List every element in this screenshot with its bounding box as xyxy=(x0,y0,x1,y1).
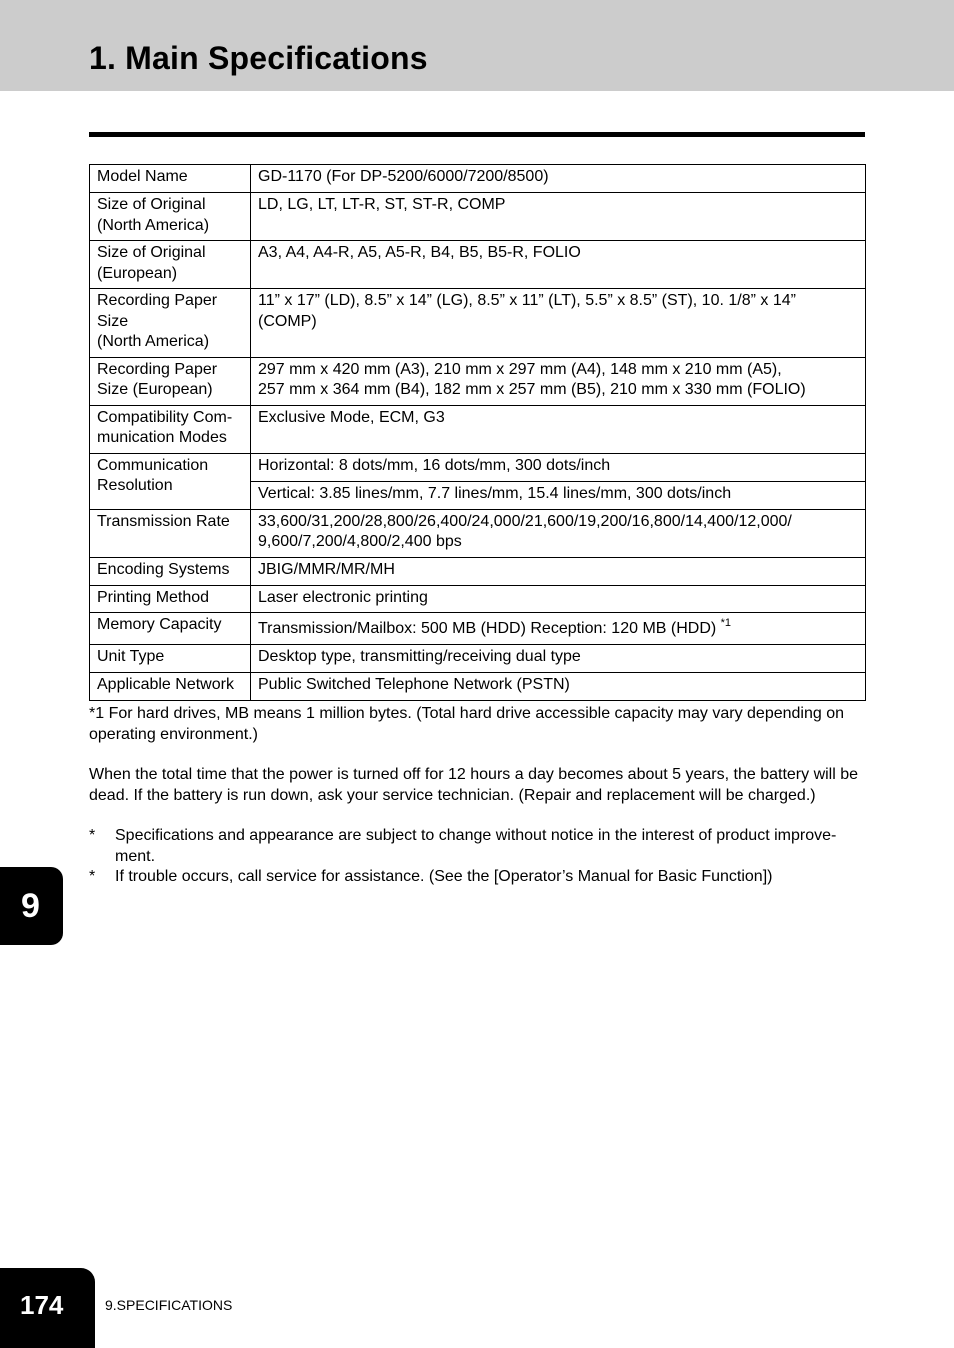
note-item xyxy=(89,867,867,888)
title-divider xyxy=(89,132,865,137)
value-line: 297 mm x 420 mm (A3), 210 mm x 297 mm (A4), 148 mm x 210 mm (A5), 257 mm x 364 mm (B4), 182 mm x 257 mm (B5), 210 mm x 330 mm (FOLIO) xyxy=(258,360,806,398)
footnote: *1 For hard drives, MB means 1 million bytes. (Total hard drive accessible capacity may vary depending on operating environment.) xyxy=(89,705,845,743)
table-row xyxy=(90,645,866,673)
row-value: Exclusive Mode, ECM, G3 xyxy=(251,405,866,453)
label-line: Size of Original (North America) xyxy=(97,196,210,234)
spec-table xyxy=(89,164,866,701)
note-item xyxy=(89,826,867,867)
row-label: Applicable Network xyxy=(90,673,251,701)
row-value: GD-1170 (For DP-5200/6000/7200/8500) xyxy=(251,165,866,193)
row-label: Memory Capacity xyxy=(90,613,251,645)
row-value: Laser electronic printing xyxy=(251,585,866,613)
page-title: 1. Main Specifications xyxy=(89,40,428,76)
footnote-ref: *1 xyxy=(720,617,732,629)
row-label: Compatibility Com-munication Modes xyxy=(90,405,251,453)
row-value: 11” x 17” (LD), 8.5” x 14” (LG), 8.5” x 11” (LT), 5.5” x 8.5” (ST), 10. 1/8” x 14” (COMP) xyxy=(251,289,866,358)
row-value: Desktop type, transmitting/receiving dual type xyxy=(251,645,866,673)
row-label: Printing Method xyxy=(90,585,251,613)
table-row xyxy=(90,509,866,557)
footer-section-title: 9.SPECIFICATIONS xyxy=(105,1297,233,1313)
page-number: 174 xyxy=(20,1290,64,1320)
row-value: A3, A4, A4-R, A5, A5-R, B4, B5, B5-R, FOLIO xyxy=(251,241,866,289)
label-line: Size of Original (European) xyxy=(97,244,206,282)
row-label: Encoding Systems xyxy=(90,557,251,585)
note-mark: * xyxy=(89,868,96,885)
table-row xyxy=(90,165,866,193)
row-label: Transmission Rate xyxy=(90,509,251,557)
chapter-tab: 9 xyxy=(0,867,63,945)
table-row xyxy=(90,453,866,481)
row-value xyxy=(251,613,866,645)
table-row xyxy=(90,357,866,405)
memory-capacity-text: Transmission/Mailbox: 500 MB (HDD) Reception: 120 MB (HDD) xyxy=(258,620,721,637)
table-row xyxy=(90,557,866,585)
note-mark: * xyxy=(89,827,96,844)
note-text: If trouble occurs, call service for assistance. (See the [Operator’s Manual for Basic Function]) xyxy=(115,868,773,885)
table-row xyxy=(90,241,866,289)
table-row xyxy=(90,193,866,241)
row-label xyxy=(90,241,251,289)
row-label: Unit Type xyxy=(90,645,251,673)
row-value-vertical: Vertical: 3.85 lines/mm, 7.7 lines/mm, 15.4 lines/mm, 300 dots/inch xyxy=(251,481,866,509)
row-label: Communication Resolution xyxy=(90,453,251,509)
label-line: Recording Paper Size (North America) xyxy=(97,292,218,350)
battery-note: When the total time that the power is turned off for 12 hours a day becomes about 5 years, the battery will be dead. If the battery is run down, ask your service technician. (Repair and replacement will be charged.) xyxy=(89,766,859,804)
row-value xyxy=(251,509,866,557)
row-value: Public Switched Telephone Network (PSTN) xyxy=(251,673,866,701)
row-label xyxy=(90,193,251,241)
row-label xyxy=(90,289,251,358)
table-row xyxy=(90,613,866,645)
row-label: Model Name xyxy=(90,165,251,193)
table-row xyxy=(90,673,866,701)
note-text: Specifications and appearance are subject to change without notice in the interest of product improve-ment. xyxy=(115,827,837,865)
row-value: JBIG/MMR/MR/MH xyxy=(251,557,866,585)
row-value: LD, LG, LT, LT-R, ST, ST-R, COMP xyxy=(251,193,866,241)
value-line: 33,600/31,200/28,800/26,400/24,000/21,600/19,200/16,800/14,400/12,000/ 9,600/7,200/4,800/2,400 bps xyxy=(258,512,792,550)
table-row xyxy=(90,405,866,453)
row-value xyxy=(251,357,866,405)
row-value-horizontal: Horizontal: 8 dots/mm, 16 dots/mm, 300 dots/inch xyxy=(251,453,866,481)
table-row xyxy=(90,289,866,358)
row-label: Recording Paper Size (European) xyxy=(90,357,251,405)
table-row xyxy=(90,585,866,613)
